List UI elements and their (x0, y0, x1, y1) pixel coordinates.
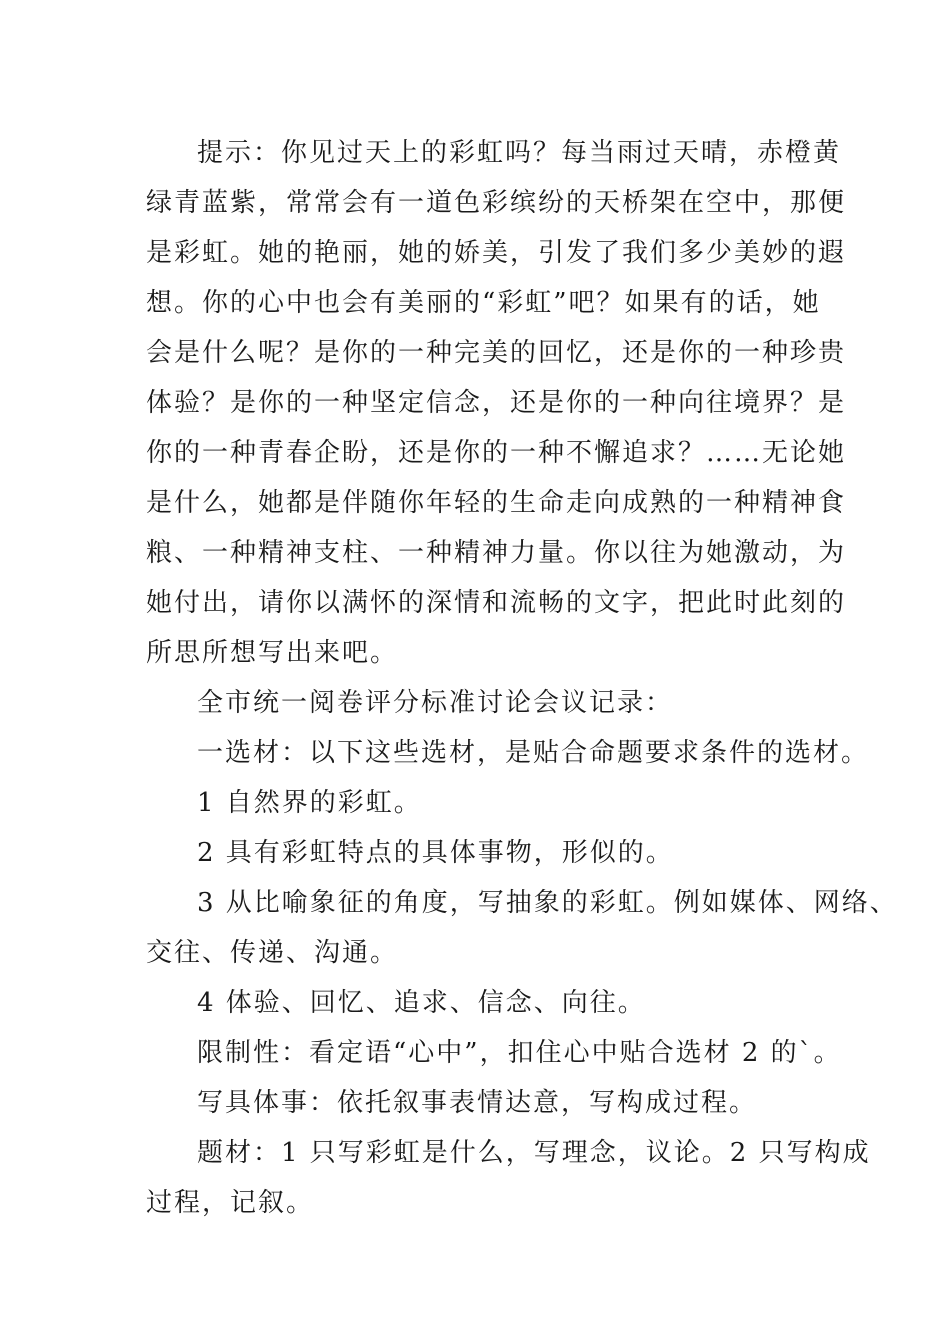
paragraph-line: 3 从比喻象征的角度，写抽象的彩虹。例如媒体、网络、 (197, 888, 898, 918)
paragraph-line: 是彩虹。她的艳丽，她的娇美，引发了我们多少美妙的遐 (146, 238, 847, 268)
paragraph-line: 1 自然界的彩虹。 (197, 788, 422, 818)
paragraph-line: 全市统一阅卷评分标准讨论会议记录： (197, 688, 674, 718)
paragraph-line: 你的一种青春企盼，还是你的一种不懈追求？……无论她 (146, 438, 847, 468)
paragraph-line: 4 体验、回忆、追求、信念、向往。 (197, 988, 646, 1018)
paragraph-line: 所思所想写出来吧。 (146, 638, 399, 668)
paragraph-line: 2 具有彩虹特点的具体事物，形似的。 (197, 838, 674, 868)
paragraph-line: 会是什么呢？是你的一种完美的回忆，还是你的一种珍贵 (146, 338, 847, 368)
paragraph-line: 过程，记叙。 (146, 1188, 315, 1218)
paragraph-line: 粮、一种精神支柱、一种精神力量。你以往为她激动，为 (146, 538, 847, 568)
paragraph-line: 体验？是你的一种坚定信念，还是你的一种向往境界？是 (146, 388, 847, 418)
paragraph-line: 想。你的心中也会有美丽的“彩虹”吧？如果有的话，她 (146, 288, 821, 318)
paragraph-line: 提示：你见过天上的彩虹吗？每当雨过天晴，赤橙黄 (197, 138, 842, 168)
paragraph-line: 是什么，她都是伴随你年轻的生命走向成熟的一种精神食 (146, 488, 847, 518)
paragraph-line: 绿青蓝紫，常常会有一道色彩缤纷的天桥架在空中，那便 (146, 188, 847, 218)
paragraph-line: 题材：1 只写彩虹是什么，写理念，议论。2 只写构成 (197, 1138, 871, 1168)
paragraph-line: 一选材：以下这些选材，是贴合命题要求条件的选材。 (197, 738, 870, 768)
paragraph-line: 交往、传递、沟通。 (146, 938, 399, 968)
paragraph-line: 写具体事：依托叙事表情达意，写构成过程。 (197, 1088, 758, 1118)
paragraph-line: 限制性：看定语“心中”，扣住心中贴合选材 2 的`。 (197, 1038, 842, 1068)
paragraph-line: 她付出，请你以满怀的深情和流畅的文字，把此时此刻的 (146, 588, 847, 618)
